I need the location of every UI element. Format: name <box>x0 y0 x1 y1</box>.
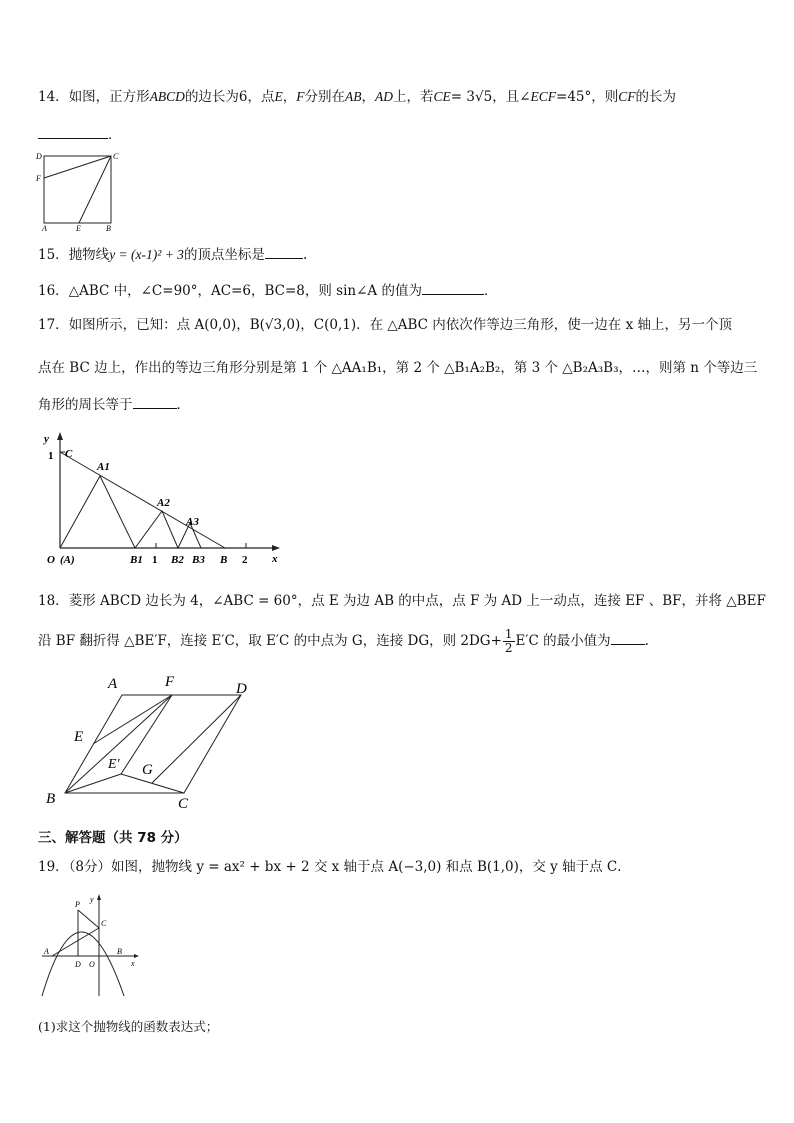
fig17-label-origin-a: (A) <box>60 554 75 566</box>
fig18-label-a: A <box>108 676 118 692</box>
fig14-label-c: C <box>113 152 119 161</box>
fig17-label-b2: B2 <box>171 554 184 566</box>
fig14-label-a: A <box>42 224 47 232</box>
answer-blank[interactable] <box>265 246 303 259</box>
fig18-label-c: C <box>178 796 189 812</box>
fig18-label-g: G <box>142 762 153 778</box>
fig17-label-b3: B3 <box>192 554 205 566</box>
fig18-label-d: D <box>236 681 247 697</box>
fig18-label-e-prime: E′ <box>108 757 120 772</box>
question-16-text: 16．△ABC 中，∠C=90°，AC=6，BC=8，则 sin∠A 的值为 ． <box>38 283 498 299</box>
fig19-label-o: O <box>89 960 95 969</box>
fig18-label-e: E <box>74 729 84 745</box>
fig17-label-y: y <box>44 433 49 445</box>
fig17-label-c: C <box>65 448 73 460</box>
fig19-label-a: A <box>44 947 49 956</box>
question-14-figure <box>34 148 124 232</box>
fig17-label-b: B <box>220 554 228 566</box>
fig17-label-x: x <box>272 553 278 565</box>
fig17-label-a3: A3 <box>186 516 199 528</box>
question-17-figure <box>40 428 290 572</box>
fig19-label-c: C <box>101 919 107 928</box>
question-17-line-2: 点在 BC 边上，作出的等边三角形分别是第 1 个 △AA₁B₁，第 2 个 △B₁A₂B₂，第 3 个 △B₂A₃B₃，…，则第 n 个等边三 <box>38 360 758 376</box>
question-18-line-2: 沿 BF 翻折得 △BE′F，连接 E′C，取 E′C 的中点为 G，连接 DG，则 2DG+ $\frac{1}{2}$ E′C 的最小值为 . <box>38 627 649 655</box>
answer-blank[interactable] <box>422 282 484 295</box>
fig14-label-f: F <box>36 174 41 183</box>
question-17-line-3: 角形的周长等于 ． <box>38 397 190 413</box>
fig19-label-y: y <box>90 895 94 904</box>
fig17-label-b1: B1 <box>130 554 143 566</box>
section-3-title: 三、解答题（共 78 分） <box>38 830 188 846</box>
fig19-label-d: D <box>75 960 81 969</box>
answer-blank[interactable] <box>611 632 645 645</box>
fig14-label-b: B <box>106 224 111 232</box>
fig17-label-1: 1 <box>48 450 54 462</box>
fig17-label-tick-1: 1 <box>152 554 158 566</box>
question-18-line-1: 18．菱形 ABCD 边长为 4，∠ABC = 60°，点 E 为边 AB 的中点，点 F 为 AD 上一动点，连接 EF 、BF，并将 △BEF <box>38 593 766 609</box>
question-14-text: 14．如图，正方形ABCD的边长为6，点E，F分别在AB，AD上，若CE= 3√5，且∠ECF=45°，则CF的长为 <box>38 89 677 105</box>
question-15-text: 15．抛物线y = (x-1)² + 3的顶点坐标是 . <box>38 247 308 263</box>
answer-blank[interactable] <box>133 396 177 409</box>
fig18-label-b: B <box>46 791 56 807</box>
fig19-label-p: P <box>75 900 80 909</box>
fig19-label-x: x <box>131 959 135 968</box>
fig18-label-f: F <box>165 674 175 690</box>
question-18-figure <box>40 668 270 816</box>
fig14-label-d: D <box>36 152 42 161</box>
fig17-label-o: O <box>47 554 55 566</box>
fig17-label-a1: A1 <box>97 461 110 473</box>
fig14-label-e: E <box>76 224 81 232</box>
fig17-label-a2: A2 <box>157 497 170 509</box>
question-19-figure <box>38 888 148 1000</box>
question-19-line-1: 19．（8分）如图，抛物线 y = ax² + bx + 2 交 x 轴于点 A(−3,0) 和点 B(1,0)，交 y 轴于点 C． <box>38 859 631 875</box>
answer-blank[interactable] <box>38 126 108 139</box>
question-14-answer-line: ． <box>38 126 122 144</box>
fig17-label-tick-2: 2 <box>242 554 248 566</box>
fig19-label-b: B <box>117 947 122 956</box>
question-19-part-1: (1)求这个抛物线的函数表达式； <box>38 1019 219 1034</box>
question-17-line-1: 17．如图所示，已知：点 A(0,0)，B(√3,0)，C(0,1)．在 △ABC 内依次作等边三角形，使一边在 x 轴上，另一个顶 <box>38 317 732 333</box>
fraction-one-half: $\frac{1}{2}$ <box>504 627 513 655</box>
